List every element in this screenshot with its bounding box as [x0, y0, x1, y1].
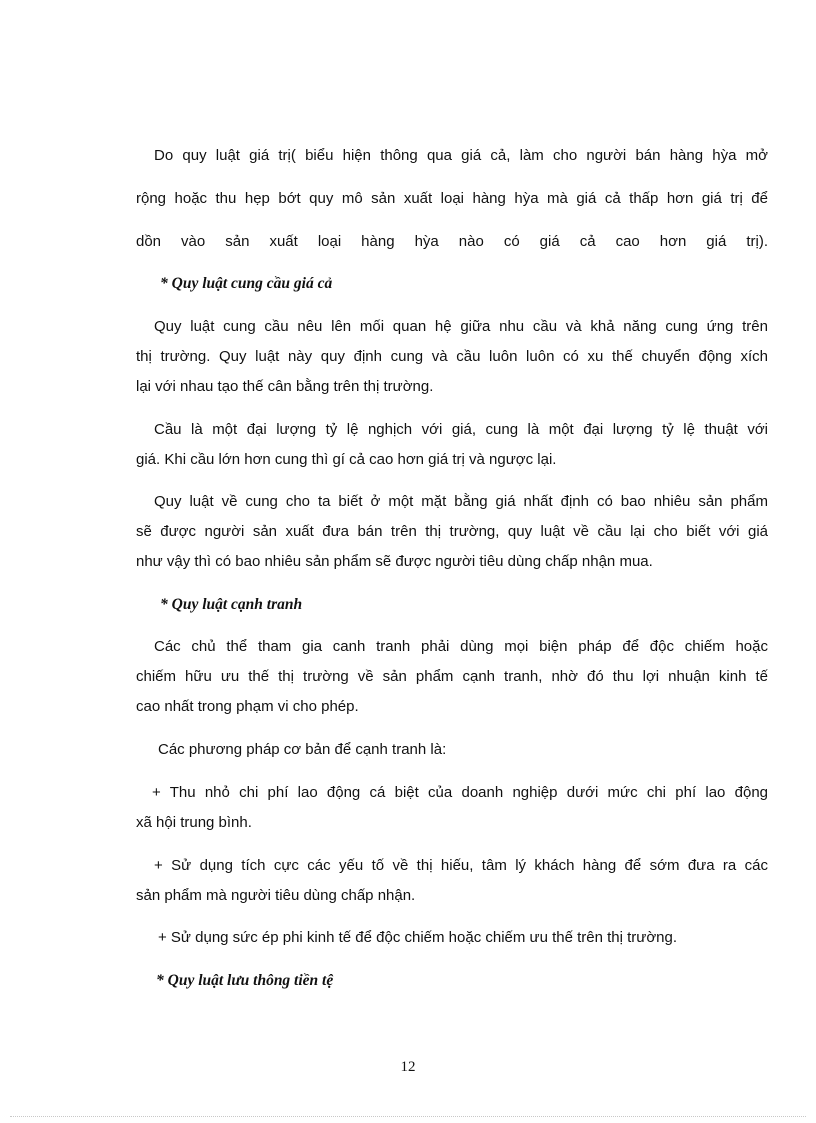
paragraph-line: dồn vào sản xuất loại hàng hỳa nào có giá cả cao hơn giá trị).	[136, 233, 768, 250]
paragraph-line: + Thu nhỏ chi phí lao động cá biệt của doanh nghiệp dưới mức chi phí lao động	[152, 784, 768, 801]
paragraph-line: sản phẩm mà người tiêu dùng chấp nhận.	[136, 887, 416, 904]
paragraph-line: Các phương pháp cơ bản để cạnh tranh là:	[158, 741, 447, 758]
paragraph-line: xã hội trung bình.	[136, 814, 252, 831]
paragraph-line: sẽ được người sản xuất đưa bán trên thị trường, quy luật về cầu lại cho biết với giá	[136, 523, 768, 540]
page-number: 12	[400, 1059, 416, 1075]
section-heading: * Quy luật cạnh tranh	[160, 596, 303, 613]
paragraph-line: chiếm hữu ưu thế thị trường về sản phẩm cạnh tranh, nhờ đó thu lợi nhuận kinh tế	[136, 668, 768, 685]
section-heading: * Quy luật cung cầu giá cả	[160, 275, 333, 292]
paragraph-line: Quy luật cung cầu nêu lên mối quan hệ giữa nhu cầu và khả năng cung ứng trên	[154, 318, 768, 335]
paragraph-line: giá. Khi cầu lớn hơn cung thì gí cả cao hơn giá trị và ngược lại.	[136, 451, 557, 468]
paragraph-line: Quy luật về cung cho ta biết ở một mặt bằng giá nhất định có bao nhiêu sản phẩm	[154, 493, 768, 510]
page-bottom-border	[10, 1116, 806, 1117]
paragraph-line: + Sử dụng sức ép phi kinh tế để độc chiếm hoặc chiếm ưu thế trên thị trường.	[158, 929, 678, 946]
paragraph-line: rộng hoặc thu hẹp bớt quy mô sản xuất loại hàng hỳa mà giá cả thấp hơn giá trị để	[136, 190, 768, 207]
paragraph-line: + Sử dụng tích cực các yếu tố về thị hiếu, tâm lý khách hàng để sớm đưa ra các	[154, 857, 768, 874]
paragraph-line: Các chủ thể tham gia canh tranh phải dùng mọi biện pháp để độc chiếm hoặc	[154, 638, 768, 655]
paragraph-line: lại với nhau tạo thế cân bằng trên thị trường.	[136, 378, 434, 395]
section-heading: * Quy luật lưu thông tiền tệ	[156, 972, 334, 989]
paragraph-line: Cầu là một đại lượng tỷ lệ nghịch với giá, cung là một đại lượng tỷ lệ thuật với	[154, 421, 768, 438]
paragraph-line: Do quy luật giá trị( biểu hiện thông qua giá cả, làm cho người bán hàng hỳa mở	[154, 147, 768, 164]
paragraph-line: thị trường. Quy luật này quy định cung và cầu luôn luôn có xu thế chuyển động xích	[136, 348, 768, 365]
paragraph-line: như vậy thì có bao nhiêu sản phẩm sẽ được người tiêu dùng chấp nhận mua.	[136, 553, 653, 570]
paragraph-line: cao nhất trong phạm vi cho phép.	[136, 698, 359, 715]
